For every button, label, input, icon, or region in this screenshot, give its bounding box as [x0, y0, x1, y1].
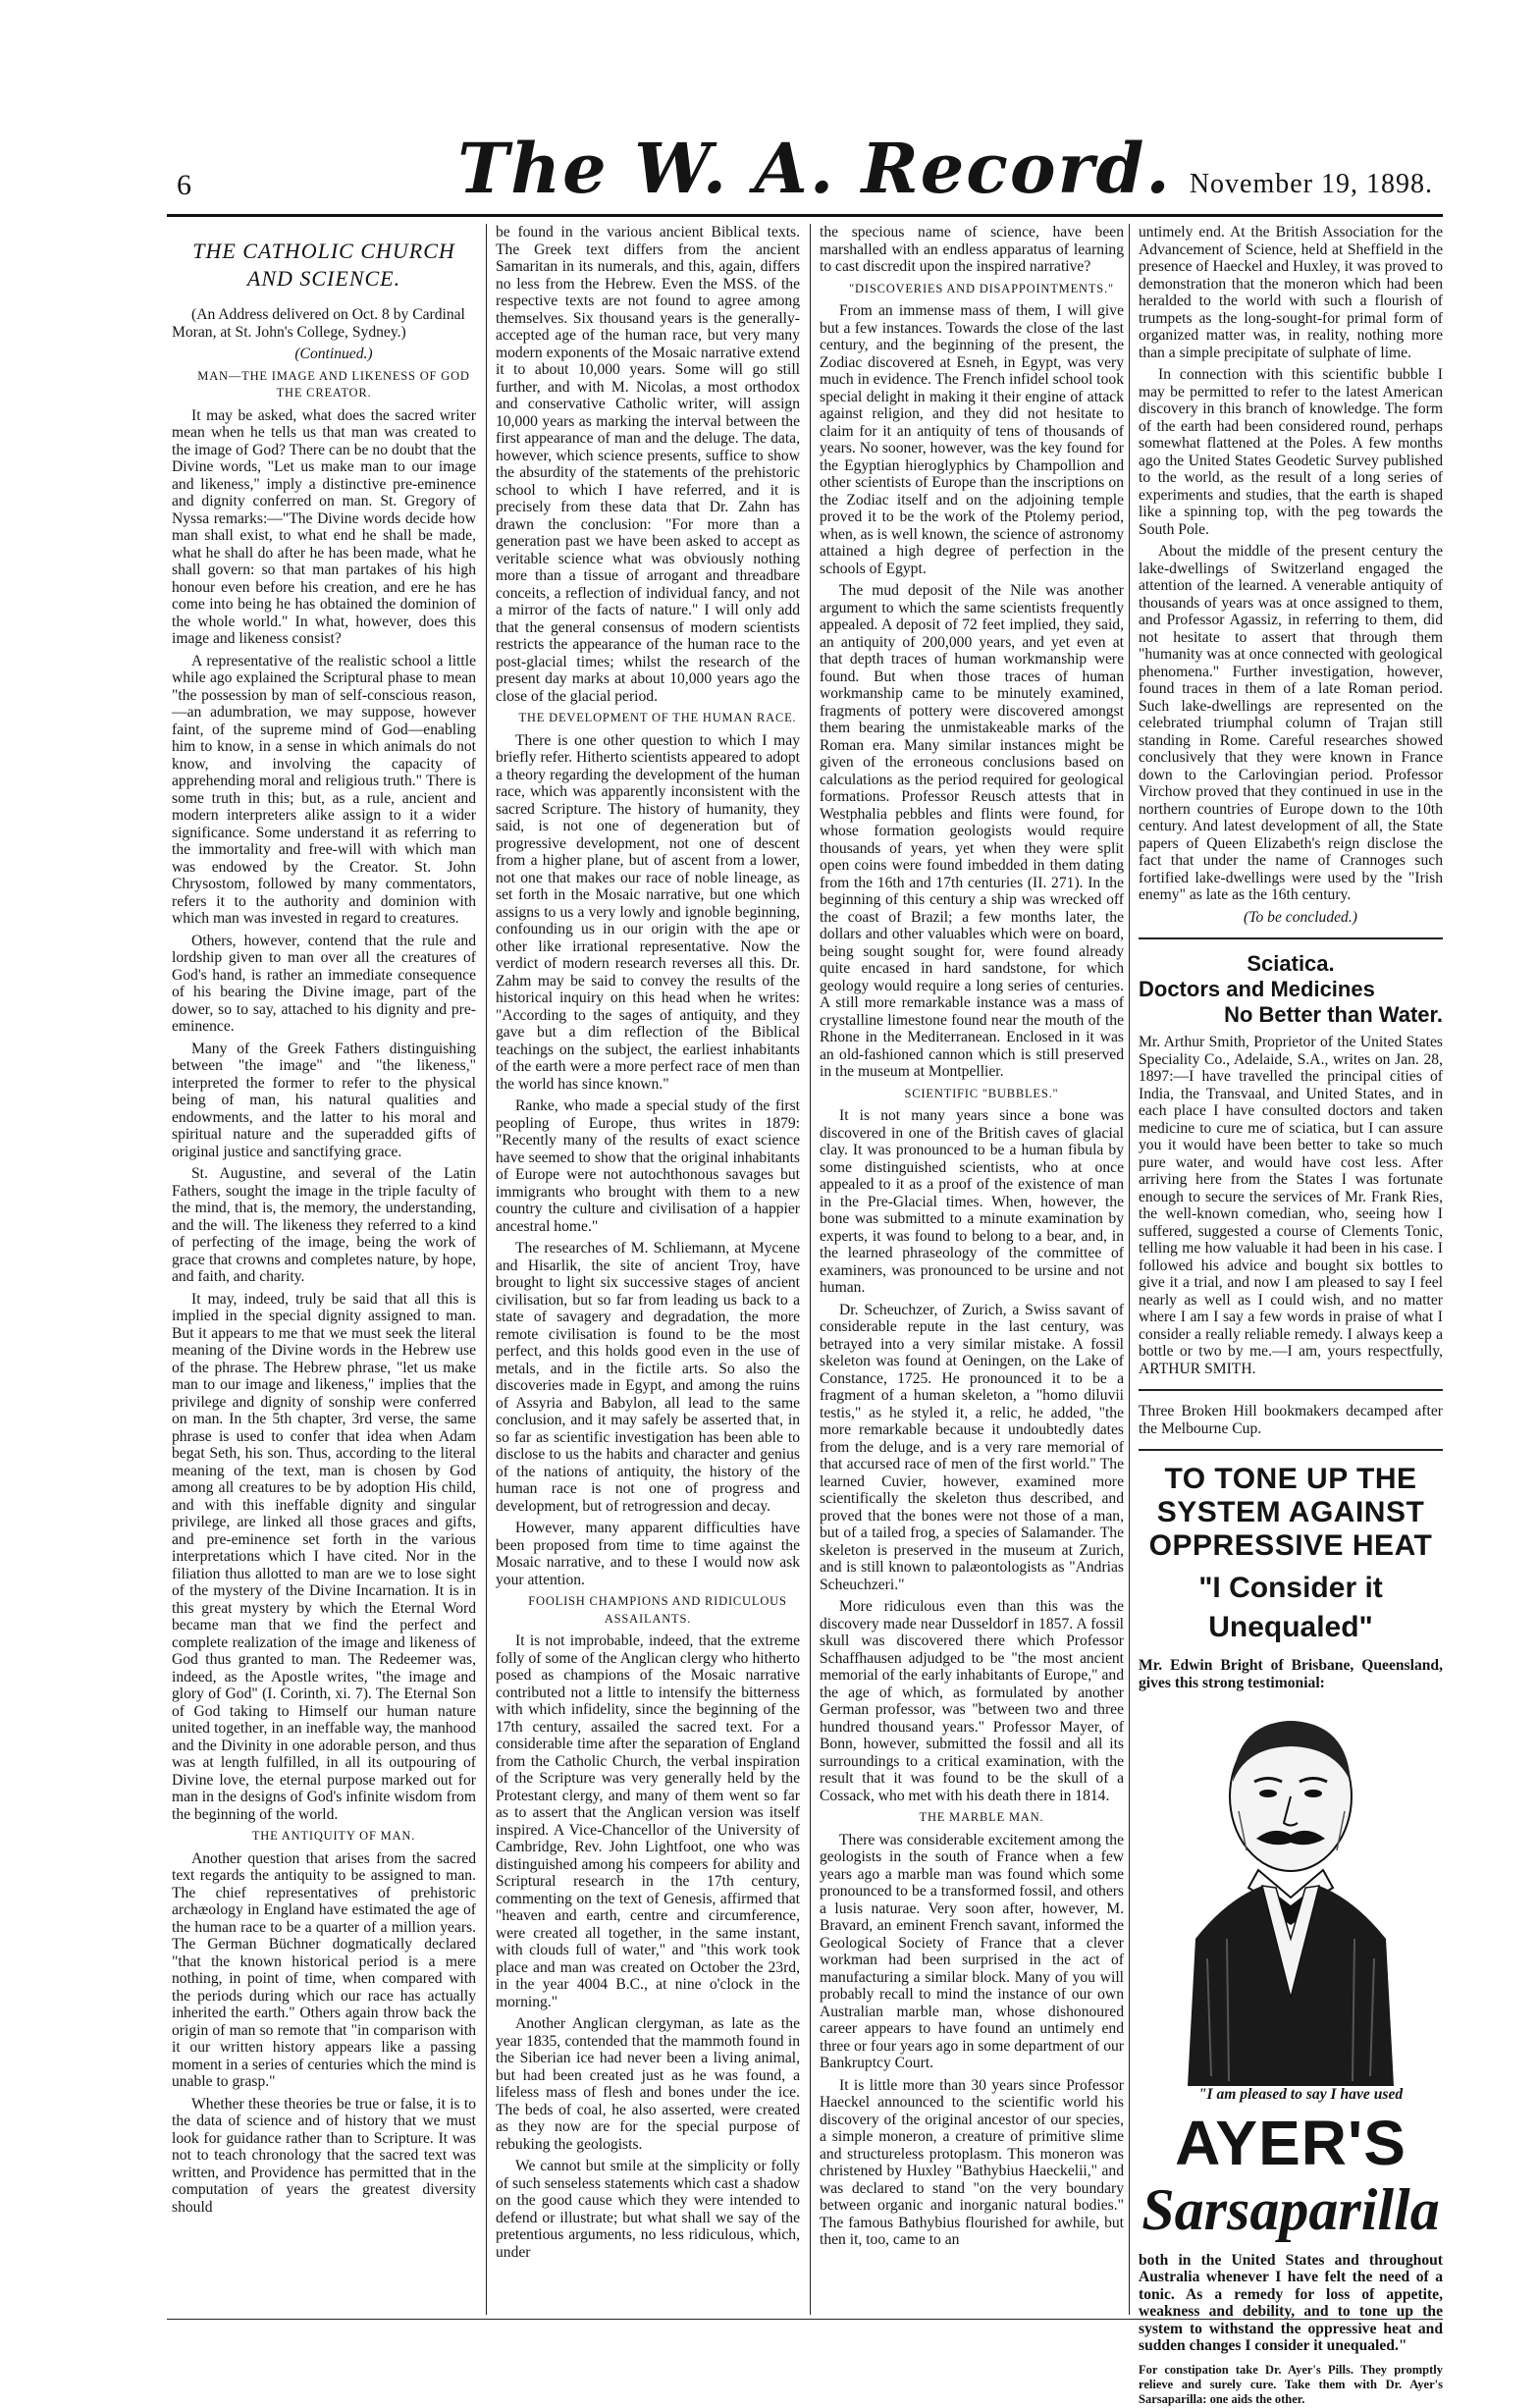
section-rule: [1139, 1389, 1443, 1391]
paragraph: There was considerable excitement among the geologists in the south of France when a few years ago a marble man was found which some pronounced to be a transformed fossil, and others a lusis naturae. Very soon after, however, M. Bravard, an eminent French savant, informed the Geological Society of France that a clever workman had been surprised in the act of manufacturing a similar block. Many of you will probably recall to mind the instance of our own Australian marble man, whose dishonoured career appears to have found an untimely end three or four years ago in some department of our Bankruptcy Court.: [820, 1831, 1124, 2071]
paragraph: Another Anglican clergyman, as late as the year 1835, contended that the mammoth found in the Siberian ice had never been a living animal, but had been created just as he was found, a lifeless mass of flesh and bones under the ice. The beds of coal, he also asserted, were created as they now are for the special purpose of rebuking the geologists.: [496, 2015, 800, 2153]
sciatica-advertisement: [1139, 951, 1443, 1377]
masthead-rule: [167, 214, 1443, 217]
article-title-line: THE CATHOLIC CHURCH: [192, 239, 455, 263]
ad-heading: Sciatica.: [1247, 951, 1335, 976]
continued-note: (Continued.): [294, 346, 373, 362]
page-bottom-rule: [167, 2319, 1443, 2320]
section-heading: SCIENTIFIC "BUBBLES.": [904, 1086, 1059, 1100]
column-divider: [810, 224, 811, 2315]
ad-footnote: For constipation take Dr. Ayer's Pills. They promptly relieve and surely cure. Take them with Dr. Ayer's Sarsaparilla: one aids the other.: [1139, 2362, 1443, 2406]
ad-headline: TO TONE UP THE SYSTEM AGAINST OPPRESSIVE HEAT: [1148, 1463, 1433, 1562]
paragraph: Many of the Greek Fathers distinguishing between "the image" and "the likeness," interpreted the former to refer to the physical being of man, his natural qualities and endowments, and the latter to his moral and spiritual nature and the superadded gifts of original justice and sanctifying grace.: [172, 1040, 476, 1160]
ad-product-name: Sarsaparilla: [1141, 2176, 1440, 2242]
paragraph: There is one other question to which I may briefly refer. Hitherto scientists appeared to adopt a theory regarding the development of the human race, which was apparently inconsistent with the sacred Scripture. The history of humanity, they said, is not one of degeneration but of progressive development, not one of descent from a higher plane, but of ascent from a lower, not one that makes our race of noble lineage, as set forth in the Mosaic narrative, but one which assigns to us a very lowly and ignoble beginning, confounding us in our origin with the ape or other like irrational representative. Now the verdict of modern research reverses all this. Dr. Zahm may be said to convey the results of the historical inquiry on this head when he writes: "According to the sages of antiquity, and they gave but a dim reflection of the Biblical teachings on the subject, the earliest inhabitants of the earth were a more perfect race of men than the world has since known.": [496, 731, 800, 1093]
paragraph: It may be asked, what does the sacred writer mean when he tells us that man was created to the image of God? There can be no doubt that the Divine words, "Let us make man to our image and likeness," imply a distinctive pre-eminence and dignity conferred on man. St. Gregory of Nyssa remarks:—"The Divine words decide how man shall exist, to what end he shall be made, what he shall do after he has been made, what he shall govern: so that man partakes of his high honour even before his creation, and ere he has come into being he has obtained the dominion of the whole world." In what, however, does this image and likeness consist?: [172, 406, 476, 647]
paragraph: Others, however, contend that the rule and lordship given to man over all the creatures of God's hand, is rather an immediate consequence of his bearing the Divine image, part of the dower, so to say, attached to his dignity and pre-eminence.: [172, 932, 476, 1035]
paragraph: It may, indeed, truly be said that all this is implied in the special dignity assigned to man. But it appears to me that we must seek the literal meaning of the Divine words in the Hebrew use of the phrase. The Hebrew phrase, "let us make man to our image and likeness," implies that the privilege and dignity of sonship were conferred on man. In the 5th chapter, 3rd verse, the same phrase is used to confer that idea when Adam begat Seth, his son. Thus, according to the literal meaning of the text, man is chosen by God among all creatures to be by adoption His child, and with this ineffable dignity and singular privilege, are linked all those graces and gifts, and pre-eminence set forth in the various interpretations which I have cited. Nor in the filiation thus allotted to man are we to lose sight of the mystery of the Divine Incarnation. It is in this great mystery by which the Eternal Word became man that we find the perfect and complete realization of the image and likeness of God thus granted to man. The Redeemer was, indeed, as the Apostle writes, "the image and glory of God" (I. Corinth, xi. 7). The Eternal Son of God taking to Himself our human nature united together, in an ineffable way, the manhood and the Divinity in one adorable person, and thus was at length fulfilled, in all its outpouring of Divine love, the eternal purpose marked out for man in the designs of God's infinite wisdom from the beginning of the world.: [172, 1290, 476, 1823]
paragraph: The researches of M. Schliemann, at Mycene and Hisarlik, the site of ancient Troy, have brought to light six successive stages of ancient civilisation, but so far from leading us back to a state of savagery and degradation, the more remote civilisation is found to be the most perfect, and this holds good even in the use of metals, and in the fictile arts. So also the discoveries made in Egypt, and among the ruins of Assyria and Babylon, all lead to the same conclusion, and it may safely be asserted that, in so far as scientific investigation has been able to disclose to us the habits and character and genius of the nations of antiquity, the history of the human race is not one of progress and development, but of retrogression and decay.: [496, 1240, 800, 1515]
section-rule: [1139, 1449, 1443, 1451]
paragraph: It is little more than 30 years since Professor Haeckel announced to the scientific world his discovery of the original ancestor of our species, a simple moneron, a creature of primitive slime and structureless protoplasm. This moneron was christened by Huxley "Bathybius Haeckelii," and was declared to stand "on the very boundary between organic and inorganic natural bodies." The famous Bathybius flourished for awhile, but then it, too, came to an: [820, 2076, 1124, 2248]
ad-body: both in the United States and throughout Australia whenever I have felt the need of a tonic. As a remedy for loss of appetite, weakness and debility, and to tone up the system to withstand the oppressive heat and sudden changes I consider it unequaled.": [1139, 2251, 1443, 2354]
column-divider: [1129, 224, 1130, 2315]
section-heading: MAN—THE IMAGE AND LIKENESS OF GOD THE CREATOR.: [197, 368, 470, 400]
paragraph: St. Augustine, and several of the Latin Fathers, sought the image in the triple faculty of the mind, that is, the memory, the understanding, and the will. The likeness they referred to a kind of perfecting of the image, being the work of grace that crowns and completes nature, by hope, and faith, and charity.: [172, 1165, 476, 1285]
news-note: Three Broken Hill bookmakers decamped after the Melbourne Cup.: [1139, 1403, 1443, 1437]
section-heading: THE DEVELOPMENT OF THE HUMAN RACE.: [518, 711, 797, 724]
column-divider: [486, 224, 487, 2315]
page-number: 6: [177, 169, 191, 201]
ad-heading: Doctors and Medicines: [1139, 977, 1375, 1001]
column-1: [172, 224, 476, 2315]
paragraph: Another question that arises from the sacred text regards the antiquity to be assigned to man. The chief representatives of prehistoric archæology in England have estimated the age of the human race to be a quarter of a million years. The German Büchner dogmatically declared "that the known historical period is a mere nothing, in point of time, when compared with the periods during which our race has actually inherited the earth." Others again throw back the origin of man so remote that "in comparison with it our written history appears like a passing moment in a series of centuries which the mind is unable to grasp.": [172, 1849, 476, 2090]
paragraph: Whether these theories be true or false, it is to the data of science and of history that we must look for guidance rather than to Scripture. It was not to teach chronology that the sacred text was written, and Providence has permitted that in the computation of years the greatest diversity should: [172, 2095, 476, 2216]
article-title: [172, 238, 476, 293]
paragraph: More ridiculous even than this was the discovery made near Dusseldorf in 1857. A fossil skull was discovered there which Professor Schaffhausen adjudged to be "the most ancient memorial of the early inhabitants of Europe," and the age of which, as formulated by another German professor, was "between two and three hundred thousand years." Professor Mayer, of Bonn, however, submitted the fossil and all its surroundings to a critical examination, with the result that it was found to be the skull of a Cossack, who met with his death there in 1814.: [820, 1598, 1124, 1804]
section-heading: FOOLISH CHAMPIONS AND RIDICULOUS ASSAILANTS.: [528, 1594, 787, 1626]
ad-heading: No Better than Water.: [1224, 1002, 1443, 1027]
ad-intro: Mr. Edwin Bright of Brisbane, Queensland, gives this strong testimonial:: [1139, 1657, 1443, 1691]
paragraph: be found in the various ancient Biblical texts. The Greek text differs from the ancient Samaritan in its numerals, and this, again, differs no less from the Hebrew. Even the MSS. of the respective texts are not found to agree among themselves. Six thousand years is the generally-accepted age of the human race, but very many modern exponents of the Mosaic narrative extend it to about 10,000 years. Some will go still further, and with M. Nicolas, a most orthodox and conservative Catholic writer, will assign 10,000 years as marking the interval between the first appearance of man and the deluge. The data, however, which science presents, suffice to show the absurdity of the statements of the prehistoric school to which I have referred, and it is precisely from these data that Dr. Zahn has drawn the conclusion: "For more than a generation past we have been asked to accept as veritable science what was obviously nothing more than a tissue of arrogant and threadbare conceits, a reflection of individual fancy, and not a mirror of the facts of nature." I will only add that the general consensus of modern scientists restricts the appearance of the human race to the post-glacial times; whilst the research of the present day marks at about 10,000 years ago the close of the glacial period.: [496, 224, 800, 705]
column-3: [820, 224, 1124, 2315]
column-2: [496, 224, 800, 2315]
column-4: [1139, 224, 1443, 2406]
ayers-advertisement: [1139, 1463, 1443, 2407]
paragraph: Ranke, who made a special study of the first peopling of Europe, thus writes in 1879: "Recently many of the results of exact science have seemed to show that the original inhabitants of Europe were not autochthonous savages but immigrants who brought with them to a new country the culture and civilisation of a happier ancestral home.": [496, 1097, 800, 1235]
paragraph: The mud deposit of the Nile was another argument to which the same scientists frequently appealed. A deposit of 72 feet implied, they said, an antiquity of 200,000 years, and yet even at that depth traces of human workmanship were found. But when those traces of human workmanship came to be minutely examined, fragments of pottery were discovered amongst them bearing the unmistakeable marks of the Roman era. Many similar instances might be given of the erroneous conclusions based on calculations as the period required for geological formations. Professor Reusch attests that in Westphalia pebbles and flints were found, for whose formation geologists would require thousands of years, yet when they were split open coins were found imbedded in them dating from the 16th and 17th centuries (II. 271). In the beginning of this century a ship was wrecked off the coast of Brazil; a few months later, the dollars and other valuables which were on board, being sought sought for, were found already quite encased in hard sandstone, for which geology would require a long series of centuries. A still more remarkable instance was a mass of crystalline limestone found near the mouth of the Rhone in the Mediterranean. Enclosed in it was an old-fashioned cannon which is still preserved in the museum at Montpellier.: [820, 582, 1124, 1080]
section-heading: THE MARBLE MAN.: [919, 1810, 1044, 1824]
ad-brand-name: AYER'S: [1175, 2107, 1406, 2178]
masthead: [167, 118, 1443, 216]
paragraph: A representative of the realistic school a little while ago explained the Scriptural phase to mean "the possession by man of self-conscious reason,—an adumbration, we may suppose, however faint, of the supreme mind of God—enabling him to know, in a sense in which animals do not know, and involving the capacity of apprehending moral and religious truth." There is some truth in this; but, as a rule, ancient and modern interpreters alike assign to it a wider significance. Some understand it as referring to the immortality and free-will with which man was endowed by the Creator. St. John Chrysostom, followed by many commentators, refers it to the authority and dominion with which man was invested in regard to creatures.: [172, 652, 476, 927]
section-heading: "DISCOVERIES AND DISAPPOINTMENTS.": [849, 281, 1114, 295]
to-be-concluded: (To be concluded.): [1244, 908, 1357, 926]
paragraph: Dr. Scheuchzer, of Zurich, a Swiss savant of considerable repute in the last century, was betrayed into a very similar mistake. A fossil skeleton was found at Oeningen, on the Lake of Constance, 1725. He pronounced it to be a fragment of a human skeleton, a "homo diluvii testis," as he styled it, a relic, he added, "the more remarkable because it undoubtedly dates from the deluge, and is a very rare memorial of that accursed race of men of the first world." The learned Cuvier, however, examined more scientifically the skeleton thus described, and proved that the bones were not those of a man, but of a tailed frog, a species of Salamander. The skeleton is preserved in the museum at Zurich, and is still known to palæontologists as "Andrias Scheuchzeri.": [820, 1301, 1124, 1593]
newspaper-title: The W. A. Record.: [457, 128, 1172, 209]
section-rule: [1139, 937, 1443, 939]
issue-date: November 19, 1898.: [1189, 169, 1433, 199]
paragraph: the specious name of science, have been marshalled with an endless apparatus of learning to cast discredit upon the inspired narrative?: [820, 224, 1124, 275]
paragraph: untimely end. At the British Association for the Advancement of Science, held at Sheffield in the presence of Haeckel and Huxley, it was proved to demonstration that the moneron which had been heralded to the world with such a flourish of trumpets as the long-sought-for primal form of organized matter was, in reality, nothing more than a simple precipitate of sulphate of lime.: [1139, 224, 1443, 361]
paragraph: However, many apparent difficulties have been proposed from time to time against the Mosaic narrative, and to these I would now ask your attention.: [496, 1520, 800, 1588]
portrait-engraving-icon: [1168, 1703, 1413, 2086]
ad-quote: "I am pleased to say I have used: [1197, 2086, 1404, 2103]
paragraph: About the middle of the present century the lake-dwellings of Switzerland engaged the attention of the learned. A venerable antiquity of thousands of years was at once assigned to them, and Professor Agassiz, in referring to them, did not hesitate to assert that through them "humanity was at once connected with geological phenomena." Further investigation, however, found traces in them of a late Roman period. Such lake-dwellings are represented on the celebrated triumphal column of Trajan still standing in Rome. Careful researches showed conclusively that they were known in France down to the Carlovingian period. Professor Virchow proved that they continued in use in the northern countries of Europe down to the 10th century. And latest development of all, the State papers of Queen Elizabeth's reign disclose the fact that under the name of Crannoges such fortified lake-dwellings were used by the "Irish enemy" as late as the 16th century.: [1139, 543, 1443, 903]
paragraph: It is not many years since a bone was discovered in one of the British caves of glacial clay. It was pronounced to be a human fibula by some distinguished scientists, who at once appealed to it as a proof of the existence of man in the Pre-Glacial times. When, however, the bone was submitted to a minute examination by experts, it was found to belong to a bear, and, in the learned phraseology of the committee of examiners, was pronounced to be ursine and not human.: [820, 1107, 1124, 1296]
paragraph: In connection with this scientific bubble I may be permitted to refer to the latest American discovery in this branch of knowledge. The form of the earth had been considered round, perhaps somewhat flattened at the Poles. A few months ago the United States Geodetic Survey published to the world, as the result of a long series of experiments and studies, that the earth is shaped like a spinning top, with the peg towards the South Pole.: [1139, 366, 1443, 538]
article-byline: (An Address delivered on Oct. 8 by Cardinal Moran, at St. John's College, Sydney.): [172, 306, 465, 341]
ad-headline-quote: "I Consider it Unequaled": [1198, 1572, 1383, 1643]
paragraph: We cannot but smile at the simplicity or folly of such senseless statements which cast a shadow on the good cause which they were intended to defend or illustrate; but what shall we say of the pretentious arguments, no less ridiculous, which, under: [496, 2158, 800, 2261]
paragraph: It is not improbable, indeed, that the extreme folly of some of the Anglican clergy who hitherto posed as champions of the Mosaic narrative contributed not a little to intensify the bitterness with which infidelity, since the beginning of the 17th century, assailed the sacred text. For a considerable time after the separation of England from the Catholic Church, the verbal inspiration of the Scripture was very generally held by the Protestant clergy, and many of them went so far as to assert that the Anglican version was itself inspired. A Vice-Chancellor of the University of Cambridge, Rev. John Lightfoot, one who was distinguished among his compeers for ability and Scriptural research in the 17th century, commenting on the text of Genesis, affirmed that "heaven and earth, centre and circumference, were created all together, in the same instant, with clouds full of water," and "this work took place and man was created on October the 23rd, in the year 4004 B.C., at nine o'clock in the morning.": [496, 1632, 800, 2010]
article-title-line: AND SCIENCE.: [246, 266, 401, 291]
section-heading: THE ANTIQUITY OF MAN.: [251, 1829, 416, 1843]
ad-body: Mr. Arthur Smith, Proprietor of the United States Speciality Co., Adelaide, S.A., writes on Jan. 28, 1897:—I have travelled the principal cities of India, the Transvaal, and United States, and in each place I have consulted doctors and taken medicine to cure me of sciatica, but I can assure you it would have been better to take so much pure water, and would have cost less. After arriving here from the States I was fortunate enough to secure the services of Mr. Frank Ries, the well-known comedian, who, seeing how I suffered, suggested a course of Clements Tonic, telling me how valuable it had been in his case. I followed his advice and bought six bottles to give it a trial, and now I am pleased to say I feel nearly as well as I could wish, and no matter where I am I say a few words in praise of what I consider a really reliable remedy. I always keep a bottle or two by me.—I am, yours respectfully, ARTHUR SMITH.: [1139, 1034, 1443, 1377]
paragraph: From an immense mass of them, I will give but a few instances. Towards the close of the last century, and the beginning of the present, the Zodiac discovered at Esneh, in Egypt, was very much in evidence. The French infidel school took special delight in making it their engine of attack against religion, and they did not hesitate to claim for it an antiquity of tens of thousands of years. No sooner, however, was the key found for the Egyptian hieroglyphics by Champollion and other scientists of Europe than the inscriptions on the Zodiac itself and on the adjoining temple proved it to be the work of the Ptolemy period, when, as is well known, the science of astronomy attained a high degree of perfection in the schools of Egypt.: [820, 302, 1124, 577]
